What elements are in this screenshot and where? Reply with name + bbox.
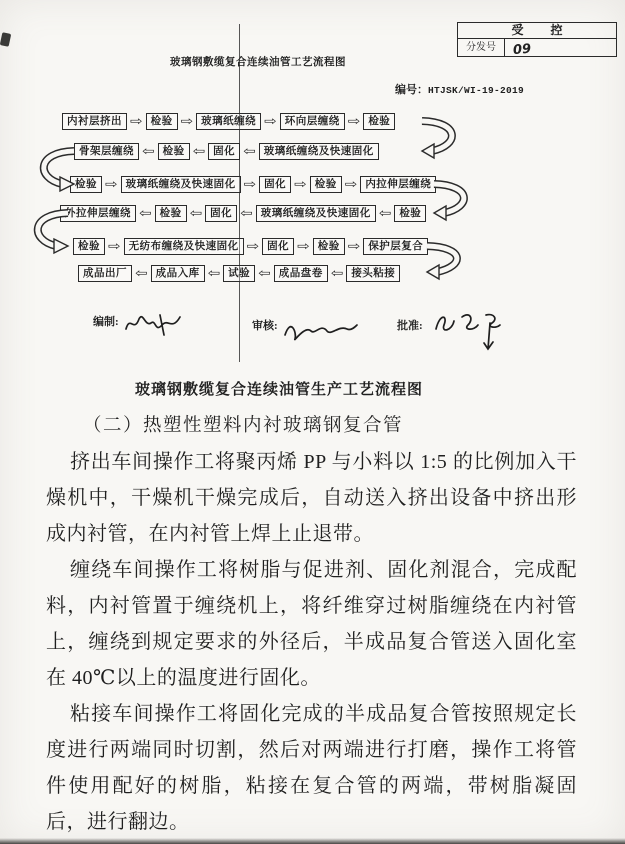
controlled-stamp [457,22,617,57]
flow-step: 成品入库 [151,265,205,282]
flow-step: 玻璃纸缠绕及快速固化 [259,143,379,160]
flow-step: 环向层缠绕 [280,113,345,130]
flow-arrow-right-icon: ⇨ [246,238,260,254]
flow-row-1 [62,113,395,130]
flow-row-2 [74,143,379,160]
flow-arrow-right-icon: ⇨ [105,176,118,192]
reviewed-by-signature [281,313,359,345]
document-number-label: 编号： [395,84,428,96]
flow-arrow-right-icon: ⇨ [130,113,143,129]
flow-step: 内拉伸层缠绕 [360,176,436,193]
flow-arrow-left-icon: ⇦ [330,265,344,281]
prepared-by-label: 编制: [93,316,119,328]
flow-connector-left-1-icon [30,141,76,195]
flow-connector-right-2-icon [432,174,478,224]
flow-step: 玻璃纸缠绕及快速固化 [121,176,241,193]
flow-connector-left-2-icon [24,203,70,257]
flow-arrow-left-icon: ⇦ [258,265,271,281]
flow-arrow-right-icon: ⇨ [347,238,361,254]
document-body [0,372,625,840]
flow-step: 内衬层挤出 [62,113,127,130]
paragraph-extrusion: 挤出车间操作工将聚丙烯 PP 与小料以 1:5 的比例加入干燥机中，干燥机干燥完成后，自动送入挤出设备中挤出形成内衬管，在内衬管上焊上止退带。 [46,451,577,545]
flow-arrow-right-icon: ⇨ [347,113,361,129]
flow-step: 检验 [73,238,105,255]
document-number-value: HTJSK/WI-19-2019 [428,85,525,96]
flow-row-5 [73,238,428,255]
flow-step: 检验 [146,113,178,130]
flow-step: 骨架层缠绕 [74,143,139,160]
flow-connector-right-1-icon [420,111,466,163]
stamp-controlled-label: 受 控 [511,23,575,37]
stamp-dist-number: 09 [512,41,532,59]
flow-step: 检验 [394,205,426,222]
flow-step: 固化 [259,176,291,193]
flow-arrow-left-icon: ⇦ [240,205,253,221]
flow-step: 检验 [158,143,190,160]
document-number [395,81,524,97]
flow-arrow-left-icon: ⇦ [189,205,203,221]
flow-arrow-left-icon: ⇦ [192,143,206,159]
paragraph-bonding: 粘接车间操作工将固化完成的半成品复合管按照规定长度进行两端同时切割，然后对两端进行打磨，操作工将管件使用配好的树脂，粘接在复合管的两端，带树脂凝固后，进行翻边。 [46,703,577,833]
flow-step: 固化 [208,143,240,160]
signature-row [0,305,625,350]
flow-arrow-right-icon: ⇨ [108,238,121,254]
flow-step: 玻璃纸缠绕 [196,113,261,130]
flow-step: 试验 [223,265,255,282]
flow-step: 无纺布缠绕及快速固化 [124,238,244,255]
approved-by-signature [430,309,502,353]
flow-arrow-right-icon: ⇨ [180,113,194,129]
flow-arrow-right-icon: ⇨ [264,113,277,129]
reviewed-by [252,313,359,345]
reviewed-by-label: 审核: [252,320,278,332]
stamp-distribution-row [458,38,616,59]
flow-arrow-left-icon: ⇦ [139,205,152,221]
flow-step: 固化 [262,238,294,255]
flow-step: 检验 [155,205,187,222]
prepared-by-signature [122,309,184,341]
flow-arrow-left-icon: ⇦ [378,205,392,221]
flow-step: 检验 [363,113,395,130]
approved-by [397,313,423,339]
flow-step: 保护层复合 [363,238,428,255]
flow-step: 成品盘卷 [274,265,328,282]
flow-step: 检验 [313,238,345,255]
flow-step: 固化 [205,205,237,222]
flow-arrow-right-icon: ⇨ [243,176,257,192]
flow-arrow-right-icon: ⇨ [344,176,358,192]
flow-step: 检验 [70,176,102,193]
flow-arrow-right-icon: ⇨ [294,176,307,192]
flow-step: 外拉伸层缠绕 [60,205,136,222]
flow-arrow-left-icon: ⇦ [207,265,221,281]
flow-step: 接头粘接 [346,265,400,282]
flow-step: 成品出厂 [78,265,132,282]
paragraph-winding: 缠绕车间操作工将树脂与促进剂、固化剂混合，完成配料，内衬管置于缠绕机上，将纤维穿过树脂缠绕在内衬管上，缠绕到规定要求的外径后，半成品复合管送入固化室在 40℃以上的温度进行固化。 [46,559,577,689]
flow-arrow-left-icon: ⇦ [243,143,256,159]
stamp-dist-label: 分发号 [458,39,505,56]
flow-connector-right-3-icon [425,236,471,282]
flow-row-4 [60,205,426,222]
flow-row-3 [70,176,436,193]
flow-arrow-left-icon: ⇦ [135,265,148,281]
section-heading: （二）热塑性塑料内衬玻璃钢复合管 [83,416,404,436]
scan-speck [0,32,11,47]
flow-arrow-left-icon: ⇦ [142,143,155,159]
approved-by-label: 批准: [397,320,423,332]
flow-arrow-right-icon: ⇨ [297,238,310,254]
flow-step: 检验 [310,176,342,193]
flow-step: 玻璃纸缠绕及快速固化 [256,205,376,222]
prepared-by [93,309,184,341]
flow-row-6 [78,265,400,282]
flowchart-caption: 玻璃钢敷缆复合连续油管生产工艺流程图 [134,382,423,398]
flowchart-title: 玻璃钢敷缆复合连续油管工艺流程图 [170,57,346,68]
